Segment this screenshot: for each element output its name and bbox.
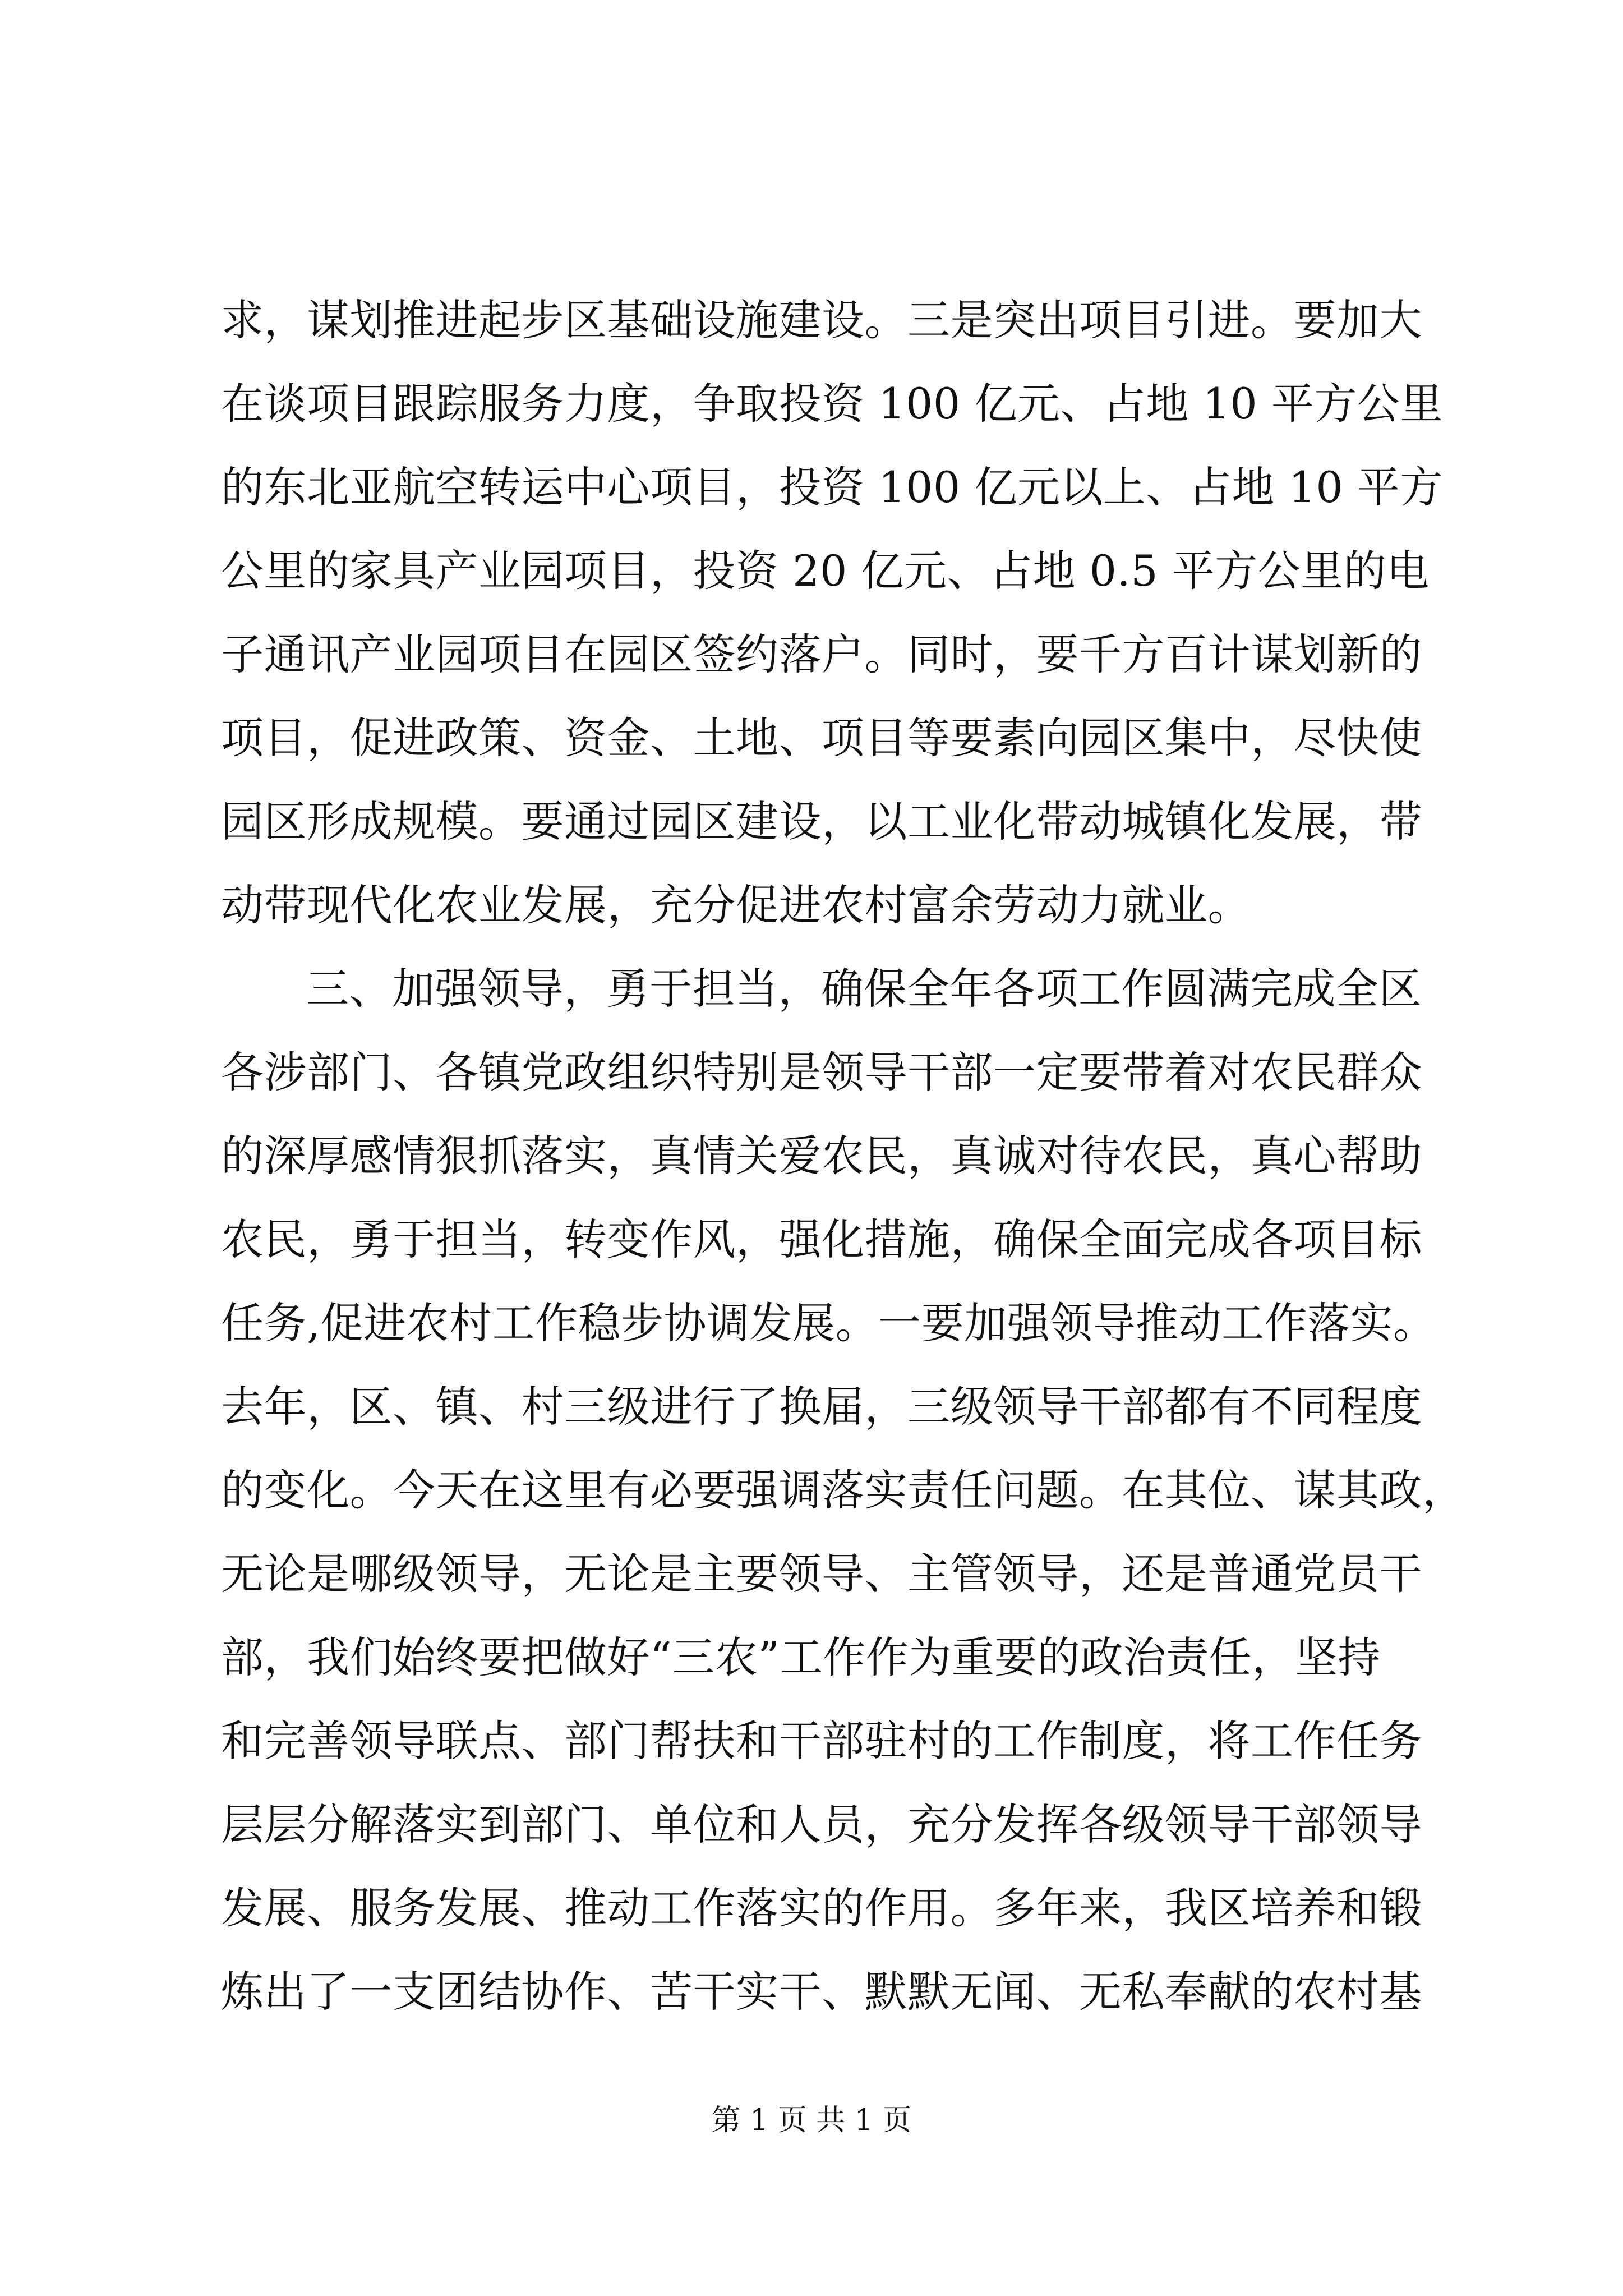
text-line: 部，我们始终要把做好“三农”工作作为重要的政治责任，坚持	[221, 1632, 1381, 1682]
text-line: 层层分解落实到部门、单位和人员，充分发挥各级领导干部领导	[221, 1800, 1422, 1849]
text-line: 的深厚感情狠抓落实，真情关爱农民，真诚对待农民，真心帮助	[221, 1131, 1422, 1181]
text-line: 子通讯产业园项目在园区签约落户。同时，要千方百计谋划新的	[221, 629, 1422, 679]
text-line: 的变化。今天在这里有必要强调落实责任问题。在其位、谋其政，	[221, 1465, 1465, 1515]
text-line: 农民，勇于担当，转变作风，强化措施，确保全面完成各项目标	[221, 1214, 1422, 1264]
text-line: 项目，促进政策、资金、土地、项目等要素向园区集中，尽快使	[221, 713, 1422, 763]
text-line: 各涉部门、各镇党政组织特别是领导干部一定要带着对农民群众	[221, 1047, 1422, 1097]
text-line: 任务,促进农村工作稳步协调发展。一要加强领导推动工作落实。	[221, 1298, 1436, 1348]
text-line: 动带现代化农业发展，充分促进农村富余劳动力就业。	[221, 880, 1251, 930]
body-text	[221, 278, 1465, 2033]
text-line: 求，谋划推进起步区基础设施建设。三是突出项目引进。要加大	[221, 295, 1422, 345]
text-line: 在谈项目跟踪服务力度，争取投资 100 亿元、占地 10 平方公里	[221, 379, 1443, 429]
text-line: 公里的家具产业园项目，投资 20 亿元、占地 0.5 平方公里的电	[221, 546, 1430, 596]
text-line: 炼出了一支团结协作、苦干实干、默默无闻、无私奉献的农村基	[221, 1967, 1422, 2017]
text-line: 的东北亚航空转运中心项目，投资 100 亿元以上、占地 10 平方	[221, 462, 1443, 512]
section-heading-line: 三、加强领导，勇于担当，确保全年各项工作圆满完成全区	[306, 964, 1422, 1014]
text-line: 园区形成规模。要通过园区建设，以工业化带动城镇化发展，带	[221, 797, 1422, 846]
page-number-footer: 第 1 页 共 1 页	[711, 2104, 912, 2137]
text-line: 去年，区、镇、村三级进行了换届，三级领导干部都有不同程度	[221, 1382, 1422, 1432]
text-line: 无论是哪级领导，无论是主要领导、主管领导，还是普通党员干	[221, 1549, 1422, 1599]
text-line: 和完善领导联点、部门帮扶和干部驻村的工作制度，将工作任务	[221, 1716, 1422, 1766]
text-line: 发展、服务发展、推动工作落实的作用。多年来，我区培养和锻	[221, 1883, 1422, 1933]
